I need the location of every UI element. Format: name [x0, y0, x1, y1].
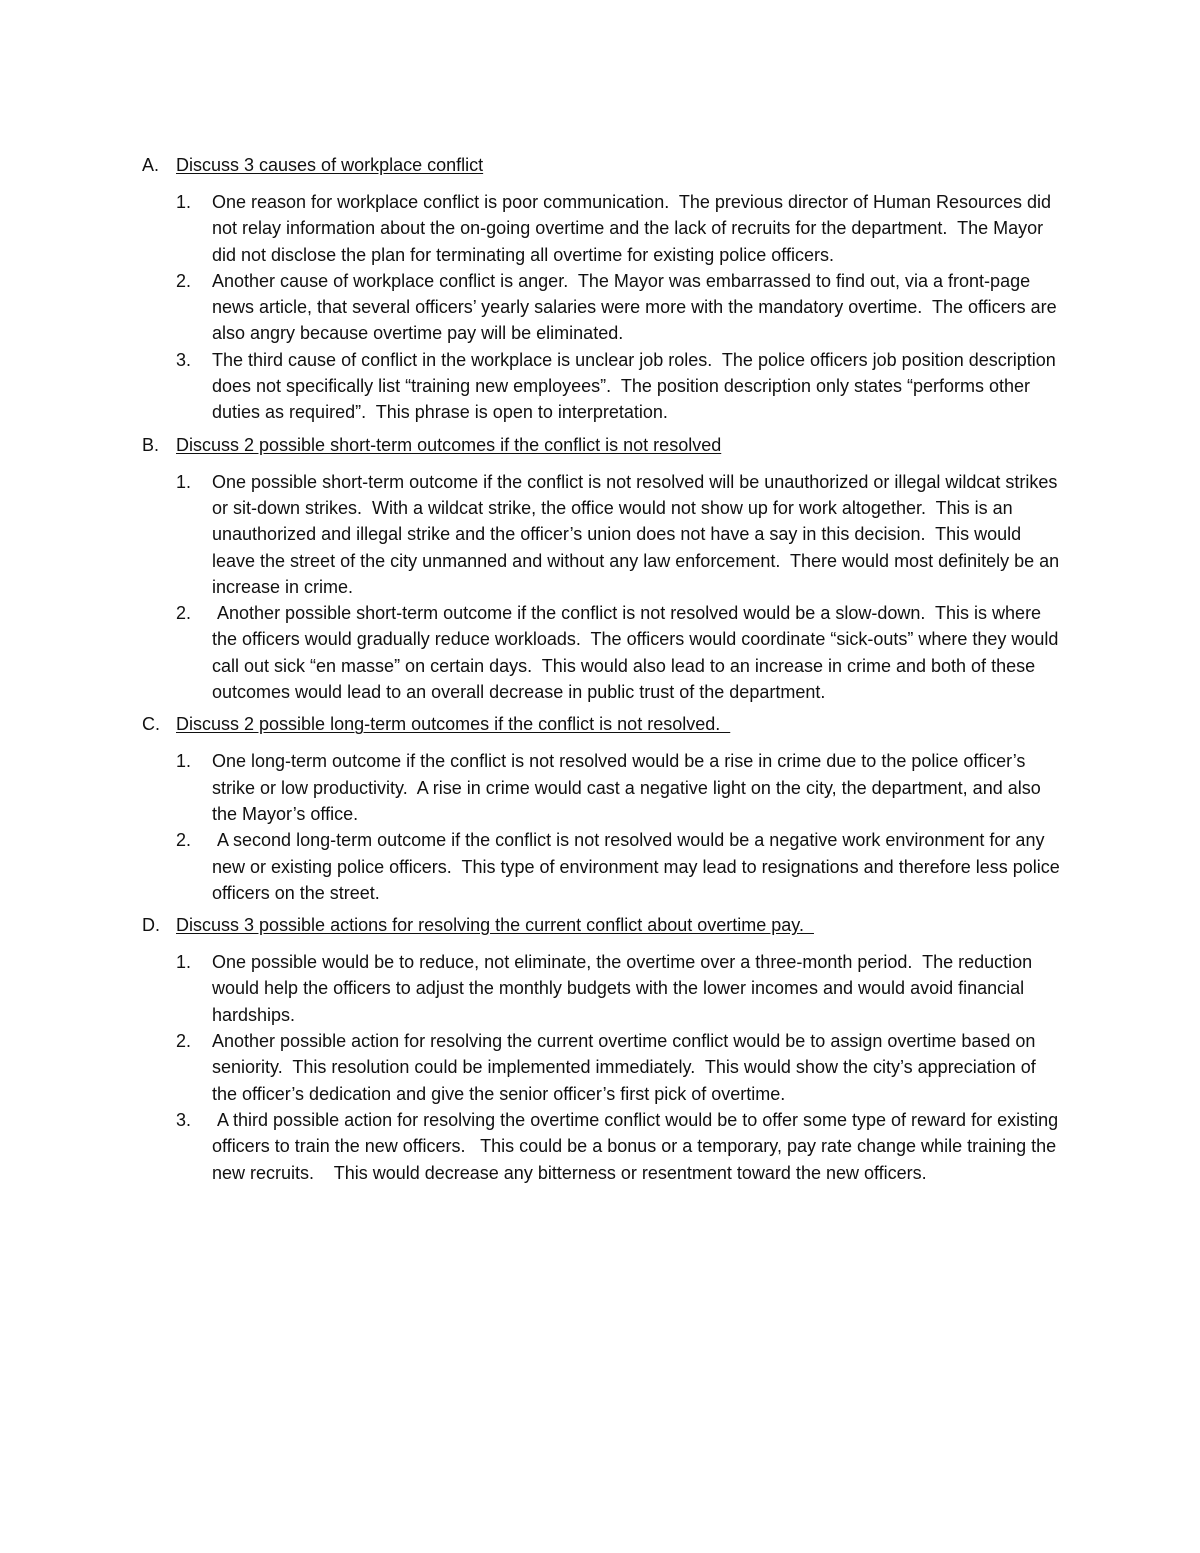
item-number: 2. — [176, 270, 192, 291]
item-text: Another possible action for resolving the current overtime conflict would be to assign overtime based on seniority. This resolution could be implemented immediately. This would show the city’s appreciation of the officer’s dedication and give the senior officer’s first pick of overtime. — [212, 1031, 1041, 1104]
item-number: 1. — [176, 952, 192, 973]
item-number: 1. — [176, 471, 192, 492]
section-heading — [142, 152, 1060, 179]
section-letter: C. — [142, 714, 160, 735]
section-letter: B. — [142, 434, 160, 455]
section-heading — [142, 912, 1060, 939]
item-text: One possible short-term outcome if the conflict is not resolved will be unauthorized or illegal wildcat strikes or sit-down strikes. With a wildcat strike, the office would not show up for work altogether. This is an unauthorized and illegal strike and the officer’s union does not have a say in this decision. This would leave the street of the city unmanned and without any law enforcement. There would most definitely be an increase in crime. — [212, 471, 1065, 597]
section-title: Discuss 2 possible long-term outcomes if the conflict is not resolved. — [176, 714, 731, 735]
list-item — [142, 1107, 1064, 1186]
section-d — [142, 912, 1064, 1186]
item-number: 3. — [176, 349, 192, 370]
list-item — [142, 347, 1060, 426]
section-c — [142, 711, 1065, 906]
list-item — [142, 827, 1065, 906]
item-text: A second long-term outcome if the conflict is not resolved would be a negative work environment for any new or existing police officers. This type of environment may lead to resignations and therefore less police officers on the street. — [212, 830, 1065, 903]
item-list — [142, 189, 1060, 426]
item-number: 2. — [176, 603, 192, 624]
item-text: One reason for workplace conflict is poor communication. The previous director of Human Resources did not relay information about the on-going overtime and the lack of recruits for the department. The Mayor did not disclose the plan for terminating all overtime for existing police officers. — [212, 192, 1057, 265]
document-body — [142, 152, 1065, 1192]
item-text: One long-term outcome if the conflict is not resolved would be a rise in crime due to the police officer’s strike or low productivity. A rise in crime would cast a negative light on the city, the department, and also the Mayor’s office. — [212, 751, 1046, 824]
item-list — [142, 949, 1064, 1186]
section-title: Discuss 3 possible actions for resolving the current conflict about overtime pay. — [176, 915, 814, 936]
section-heading — [142, 432, 1060, 459]
item-text: Another possible short-term outcome if the conflict is not resolved would be a slow-down. This is where the officers would gradually reduce workloads. The officers would coordinate “sick-outs” where they would call out sick “en masse” on certain days. This would also lead to an increase in crime and both of these outcomes would lead to an overall decrease in public trust of the department. — [212, 603, 1064, 703]
list-item — [142, 268, 1060, 347]
item-number: 1. — [176, 192, 192, 212]
item-number: 3. — [176, 1109, 192, 1130]
list-item — [142, 748, 1060, 827]
item-list — [142, 748, 1065, 906]
section-title: Discuss 2 possible short-term outcomes if the conflict is not resolved — [176, 434, 722, 455]
item-number: 2. — [176, 1031, 192, 1052]
item-text: The third cause of conflict in the workplace is unclear job roles. The police officers job position description does not specifically list “training new employees”. The position description only states “performs other duties as required”. This phrase is open to interpretation. — [212, 349, 1061, 423]
list-item — [142, 469, 1065, 600]
section-letter: A. — [142, 155, 160, 175]
section-letter: D. — [142, 915, 160, 936]
item-number: 2. — [176, 830, 192, 851]
section-b — [142, 432, 1065, 706]
list-item — [142, 600, 1064, 705]
item-text: Another cause of workplace conflict is anger. The Mayor was embarrassed to find out, via a front-page news article, that several officers’ yearly salaries were more with the mandatory overtime. The officers are also angry because overtime pay will be eliminated. — [212, 270, 1062, 344]
item-text: One possible would be to reduce, not eliminate, the overtime over a three-month period. The reduction would help the officers to adjust the monthly budgets with the lower incomes and would avoid financial hardships. — [212, 952, 1038, 1025]
list-item — [142, 1028, 1060, 1107]
list-item — [142, 949, 1060, 1028]
item-number: 1. — [176, 751, 192, 772]
section-a — [142, 152, 1060, 426]
item-list — [142, 469, 1065, 706]
list-item — [142, 189, 1060, 268]
section-heading — [142, 711, 1060, 738]
section-title: Discuss 3 causes of workplace conflict — [176, 155, 484, 175]
item-text: A third possible action for resolving the overtime conflict would be to offer some type of reward for existing officers to train the new officers. This could be a bonus or a temporary, pay rate change while training the new recruits. This would decrease any bitterness or resentment toward the new officers. — [212, 1109, 1064, 1183]
